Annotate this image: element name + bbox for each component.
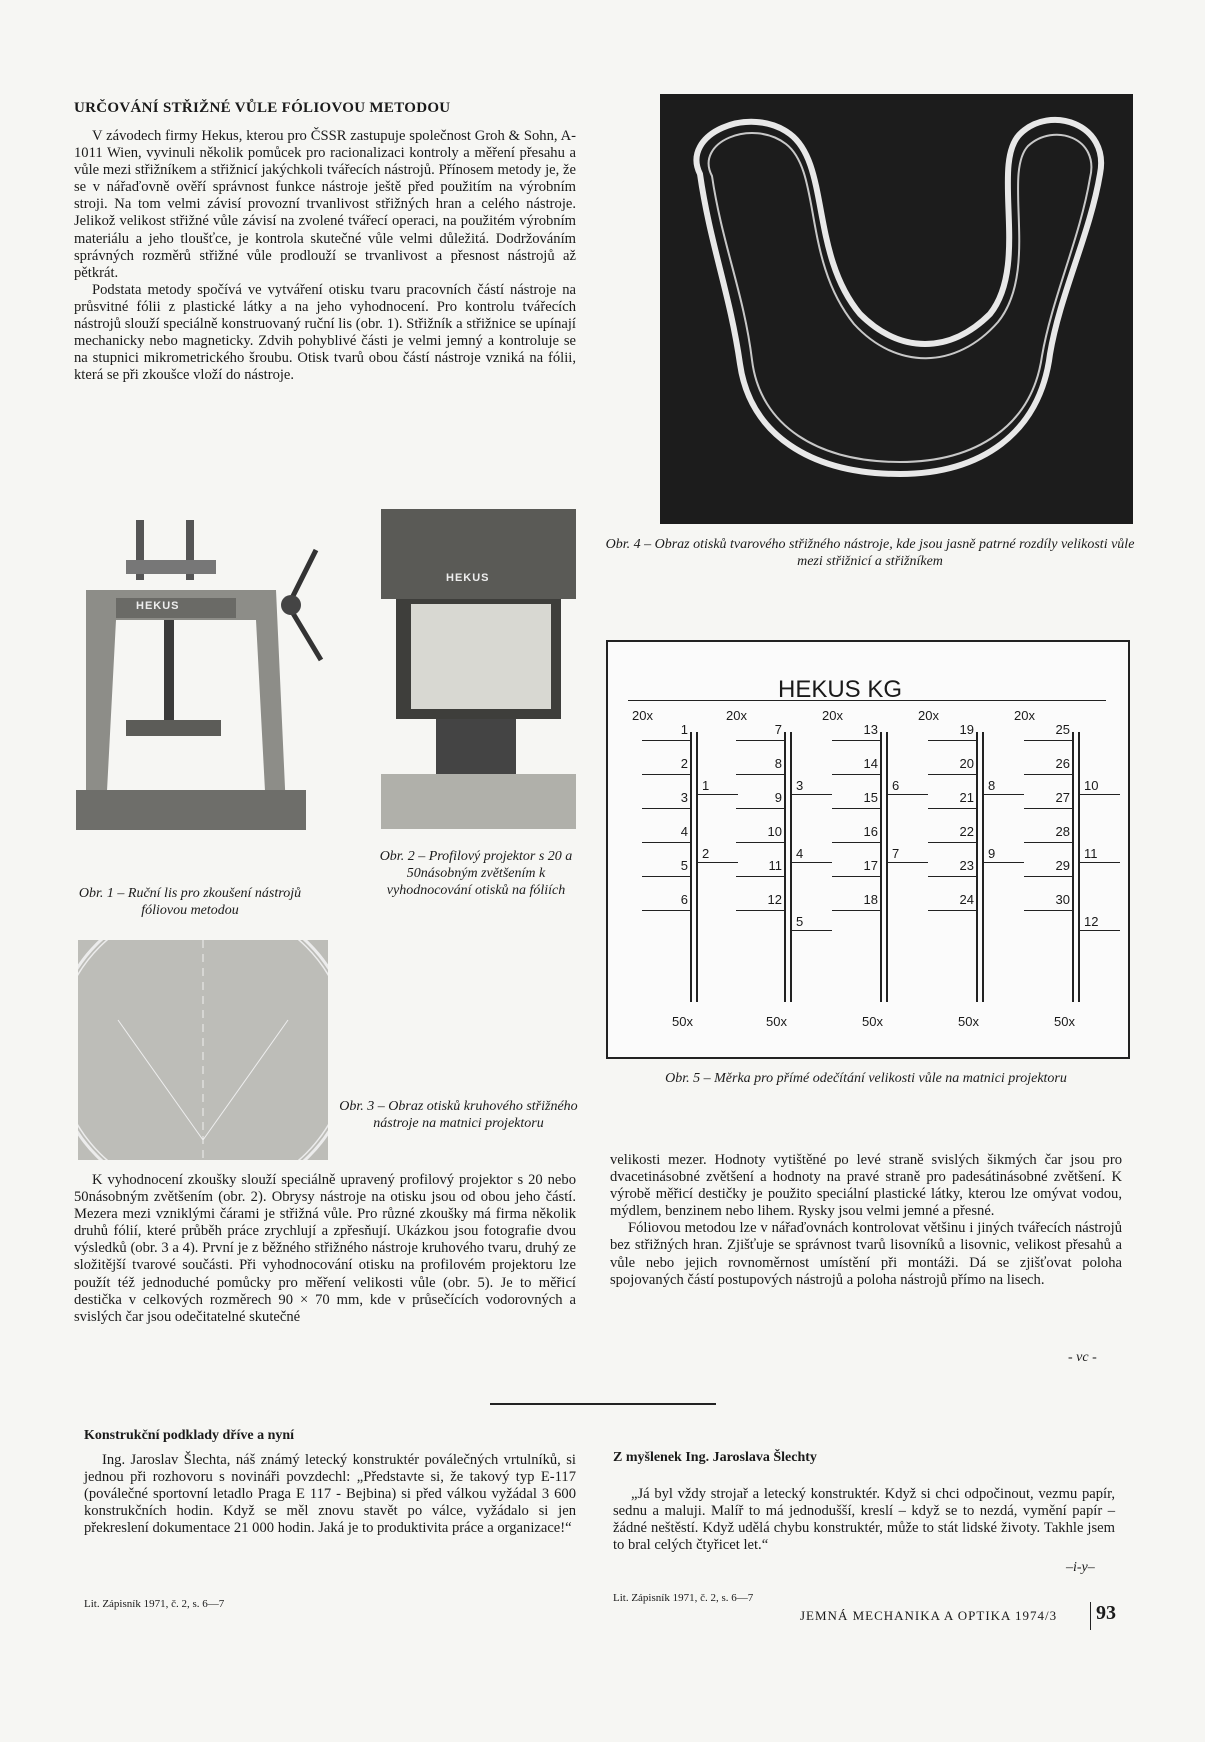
intro-paragraph-2: Podstata metody spočívá ve vytváření otisku tvaru pracovních částí nástroje na průsvitné fólii z plastické látky a na jeho vyhodnocení. Pro kontrolu tvářecích nástrojů slouží speciálně konstruovaný ruční lis (obr. 1). Střižník a střižnice se upínají mechanicky nebo magneticky. Zdvih pohyblivé části je velmi jemný a kontroluje se na stupnici mikrometrického šroubu. Otisk tvarů obou částí nástroje vzniká na fólii, která se při zkoušce vloží do nástroje. (74, 281, 576, 384)
gauge-tick (642, 876, 692, 877)
gauge-left-value: 18 (863, 892, 878, 907)
section3-title: Z myšlenek Ing. Jaroslava Šlechty (613, 1450, 817, 1465)
gauge-tick (1024, 876, 1074, 877)
gauge-top-label: 20x (726, 708, 747, 723)
gauge-tick (736, 808, 786, 809)
gauge-tick (736, 842, 786, 843)
gauge-title: HEKUS KG (778, 676, 903, 703)
gauge-tick (698, 862, 738, 863)
gauge-tick (792, 794, 832, 795)
gauge-right-value: 5 (796, 914, 804, 929)
gauge-left-value: 13 (863, 722, 878, 737)
gauge-tick (736, 740, 786, 741)
gauge-left-value: 16 (863, 824, 878, 839)
gauge-left-value: 20 (959, 756, 974, 771)
gauge-left-value: 28 (1055, 824, 1070, 839)
gauge-tick (1024, 740, 1074, 741)
gauge-bottom-label: 50x (958, 1014, 979, 1029)
section-separator (490, 1403, 716, 1405)
gauge-right-value: 12 (1084, 914, 1099, 929)
gauge-top-label: 20x (822, 708, 843, 723)
gauge-tick (832, 740, 882, 741)
fig2-projector (376, 504, 586, 834)
gauge-tick (1080, 930, 1120, 931)
intro-text (74, 128, 576, 384)
gauge-right-value: 4 (796, 846, 804, 861)
fig4-tool-imprint (660, 94, 1133, 524)
gauge-left-value: 6 (680, 892, 688, 907)
gauge-tick (928, 910, 978, 911)
gauge-tick (984, 862, 1024, 863)
gauge-top-label: 20x (632, 708, 653, 723)
gauge-left-value: 7 (774, 722, 782, 737)
gauge-right-value: 8 (988, 778, 996, 793)
gauge-right-value: 3 (796, 778, 804, 793)
gauge-tick (888, 862, 928, 863)
gauge-left-value: 8 (774, 756, 782, 771)
gauge-vertical-line (696, 732, 698, 1002)
gauge-left-value: 22 (959, 824, 974, 839)
gauge-right-value: 9 (988, 846, 996, 861)
fig2-photo (376, 504, 586, 834)
fig5-gauge (606, 640, 1130, 1059)
gauge-right-value: 1 (702, 778, 710, 793)
gauge-vertical-line (982, 732, 984, 1002)
gauge-vertical-line (1078, 732, 1080, 1002)
gauge-left-value: 11 (768, 858, 782, 873)
gauge-tick (698, 794, 738, 795)
gauge-right-value: 10 (1084, 778, 1099, 793)
gauge-left-value: 29 (1055, 858, 1070, 873)
lower-right-paragraph-2: Fóliovou metodou lze v nářaďovnách kontrolovat většinu i jiných tvářecích nástrojů bez střižných hran. Zjišťuje se správnost tvarů lisovníků a lisovnic, velikost přesahů a vůle nebo jejich rovnoměrnost umístění při montáži. Dá se zjišťovat poloha spojovaných částí postupových nástrojů a poloha nástrojů přímo na lisech. (610, 1220, 1122, 1288)
fig3-caption: Obr. 3 – Obraz otisků kruhového střižného nástroje na matnici projektoru (339, 1099, 578, 1131)
fig1-photo (76, 510, 326, 840)
gauge-bottom-label: 50x (1054, 1014, 1075, 1029)
gauge-tick (928, 774, 978, 775)
gauge-tick (832, 808, 882, 809)
gauge-right-value: 6 (892, 778, 900, 793)
gauge-tick (1024, 910, 1074, 911)
lower-right-text (610, 1152, 1122, 1289)
lower-left-paragraph: K vyhodnocení zkoušky slouží speciálně upravený profilový projektor s 20 nebo 50násobným zvětšením (obr. 2). Obrysy nástroje na otisku jsou od obou jeho částí. Mezera mezi vzniklými čárami je střižná vůle. Pro různé zkoušky má firma několik druhů fólií, které průběh práce zrychlují a zpřesňují. Ukázkou jsou fotografie dvou výsledků (obr. 3 a 4). První je z běžného střižného nástroje kruhového tvaru, druhý ze složitější tvarové součásti. Při vyhodnocování otisku na profilovém projektoru lze použít též jednoduché pomůcky pro měření velikosti vůle (obr. 5). Je to měřicí destička v celkových rozměrech 90 × 70 mm, kde v průsečících vodorovných a svislých čar jsou odečitatelné skutečné (74, 1172, 576, 1325)
gauge-bottom-label: 50x (766, 1014, 787, 1029)
gauge-tick (1080, 794, 1120, 795)
gauge-vertical-line (1072, 732, 1074, 1002)
gauge-tick (1024, 842, 1074, 843)
gauge-tick (928, 740, 978, 741)
gauge-left-value: 4 (680, 824, 688, 839)
gauge-tick (1080, 862, 1120, 863)
gauge-left-value: 5 (680, 858, 688, 873)
fig3-circular-imprint (78, 940, 328, 1160)
gauge-left-value: 24 (959, 892, 974, 907)
fig1-caption: Obr. 1 – Ruční lis pro zkoušení nástrojů fóliovou metodou (78, 886, 302, 918)
fig4-caption: Obr. 4 – Obraz otisků tvarového střižného nástroje, kde jsou jasně patrné rozdíly velikosti vůle mezi střižnicí a střižníkem (605, 537, 1135, 569)
gauge-left-value: 23 (959, 858, 974, 873)
gauge-tick (1024, 774, 1074, 775)
section2-paragraph: Ing. Jaroslav Šlechta, náš známý letecký konstruktér poválečných vrtulníků, si jednou při rozhovoru s novináři povzdechl: „Představte si, že takový typ E-117 (poválečné sportovní letadlo Praga E 117 - Bejbina) si před válkou vyžádal 3 600 konstrukčních hodin. Když se měl znovu stavět po válce, vyžádalo si jen překreslení dokumentace 21 000 hodin. Jaká je to produktivita práce a organizace!“ (84, 1452, 576, 1537)
gauge-right-value: 11 (1084, 846, 1098, 861)
gauge-tick (928, 842, 978, 843)
page-number: 93 (1096, 1602, 1116, 1624)
gauge-left-value: 1 (680, 722, 688, 737)
gauge-left-value: 30 (1055, 892, 1070, 907)
gauge-right-value: 7 (892, 846, 900, 861)
gauge-left-value: 9 (774, 790, 782, 805)
gauge-tick (1024, 808, 1074, 809)
gauge-tick (736, 876, 786, 877)
gauge-left-value: 10 (767, 824, 782, 839)
gauge-tick (928, 876, 978, 877)
gauge-left-value: 14 (863, 756, 878, 771)
gauge-bottom-label: 50x (862, 1014, 883, 1029)
fig5-caption: Obr. 5 – Měrka pro přímé odečítání velikosti vůle na matnici projektoru (665, 1071, 1067, 1086)
gauge-title-rule (628, 700, 1106, 701)
gauge-tick (792, 930, 832, 931)
gauge-left-value: 12 (767, 892, 782, 907)
gauge-tick (642, 910, 692, 911)
gauge-left-value: 21 (959, 790, 974, 805)
fig4-photo (660, 94, 1133, 524)
gauge-tick (832, 774, 882, 775)
gauge-tick (832, 910, 882, 911)
journal-name: JEMNÁ MECHANIKA A OPTIKA 1974/3 (800, 1608, 1058, 1623)
section3-text (613, 1486, 1115, 1554)
article-title: URČOVÁNÍ STŘIŽNÉ VŮLE FÓLIOVOU METODOU (74, 100, 451, 116)
gauge-tick (642, 808, 692, 809)
intro-paragraph-1: V závodech firmy Hekus, kterou pro ČSSR zastupuje společnost Groh & Sohn, A-1011 Wien, vyvinuli několik pomůcek pro racionalizaci kontroly a měření přesahu a vůle mezi střižníkem a střižnicí jakýchkoli tvářecích nástrojů. Přínosem metody je, že se v nářaďovně ověří správnost funkce nástroje ještě před použitím na výrobním stroji. Na tom velmi závisí provozní trvanlivost střižných hran a celého nástroje. Jelikož velikost střižné vůle závisí na zvolené tvářecí operaci, na použitém výrobním materiálu a jeho tloušťce, je kontrola skutečné vůle velmi důležitá. Dodržováním správných rozměrů střižné vůle prodlouží se trvanlivost a přesnost nástrojů až pětkrát. (74, 128, 576, 281)
fig1-hand-press (76, 510, 326, 840)
fig2-brand-label: HEKUS (446, 572, 490, 584)
gauge-tick (832, 842, 882, 843)
lower-right-paragraph-1: velikosti mezer. Hodnoty vytištěné po levé straně svislých šikmých čar jsou pro dvacetinásobné zvětšení a hodnoty na pravé straně pro padesátinásobné zvětšení. K výrobě měřicí destičky je použito speciální plastické látky, kterou lze omývat vodou, mýdlem, benzinem nebo lihem. Rysky jsou velmi jemné a přesné. (610, 1152, 1122, 1220)
gauge-tick (736, 774, 786, 775)
gauge-tick (642, 842, 692, 843)
gauge-left-value: 15 (863, 790, 878, 805)
fig2-caption: Obr. 2 – Profilový projektor s 20 a 50násobným zvětšením k vyhodnocování otisků na fóliích (379, 849, 573, 898)
gauge-tick (928, 808, 978, 809)
gauge-vertical-line (784, 732, 786, 1002)
gauge-tick (642, 740, 692, 741)
gauge-vertical-line (976, 732, 978, 1002)
footer-divider (1090, 1602, 1091, 1630)
section3-source: Lit. Zápisník 1971, č. 2, s. 6—7 (613, 1592, 754, 1604)
gauge-right-value: 2 (702, 846, 710, 861)
gauge-vertical-line (690, 732, 692, 1002)
gauge-left-value: 2 (680, 756, 688, 771)
gauge-vertical-line (790, 732, 792, 1002)
gauge-left-value: 19 (959, 722, 974, 737)
gauge-tick (792, 862, 832, 863)
article-signature: - vc - (1068, 1350, 1097, 1365)
gauge-tick (736, 910, 786, 911)
gauge-top-label: 20x (1014, 708, 1035, 723)
gauge-tick (642, 774, 692, 775)
gauge-bottom-label: 50x (672, 1014, 693, 1029)
section2-source: Lit. Zápisník 1971, č. 2, s. 6—7 (84, 1598, 225, 1610)
lower-left-text (74, 1172, 576, 1326)
gauge-vertical-line (880, 732, 882, 1002)
section2-text (84, 1452, 576, 1537)
gauge-left-value: 27 (1055, 790, 1070, 805)
gauge-tick (984, 794, 1024, 795)
gauge-vertical-line (886, 732, 888, 1002)
gauge-top-label: 20x (918, 708, 939, 723)
gauge-tick (832, 876, 882, 877)
gauge-tick (888, 794, 928, 795)
fig3-photo (78, 940, 328, 1160)
gauge-left-value: 26 (1055, 756, 1070, 771)
fig1-brand-label: HEKUS (136, 600, 180, 612)
gauge-left-value: 17 (863, 858, 878, 873)
gauge-left-value: 3 (680, 790, 688, 805)
section2-title: Konstrukční podklady dříve a nyní (84, 1428, 295, 1443)
gauge-left-value: 25 (1055, 722, 1070, 737)
section3-signature: –i-y– (1066, 1560, 1095, 1575)
section3-paragraph: „Já byl vždy strojař a letecký konstruktér. Když si chci odpočinout, vezmu papír, sednu a maluji. Malíř to má jednodušší, kreslí – když se to nezdá, vymění papír – žádné neštěstí. Když udělá chybu konstruktér, může to stát lidské životy. Takhle jsem to bral celých čtyřicet let.“ (613, 1486, 1115, 1554)
